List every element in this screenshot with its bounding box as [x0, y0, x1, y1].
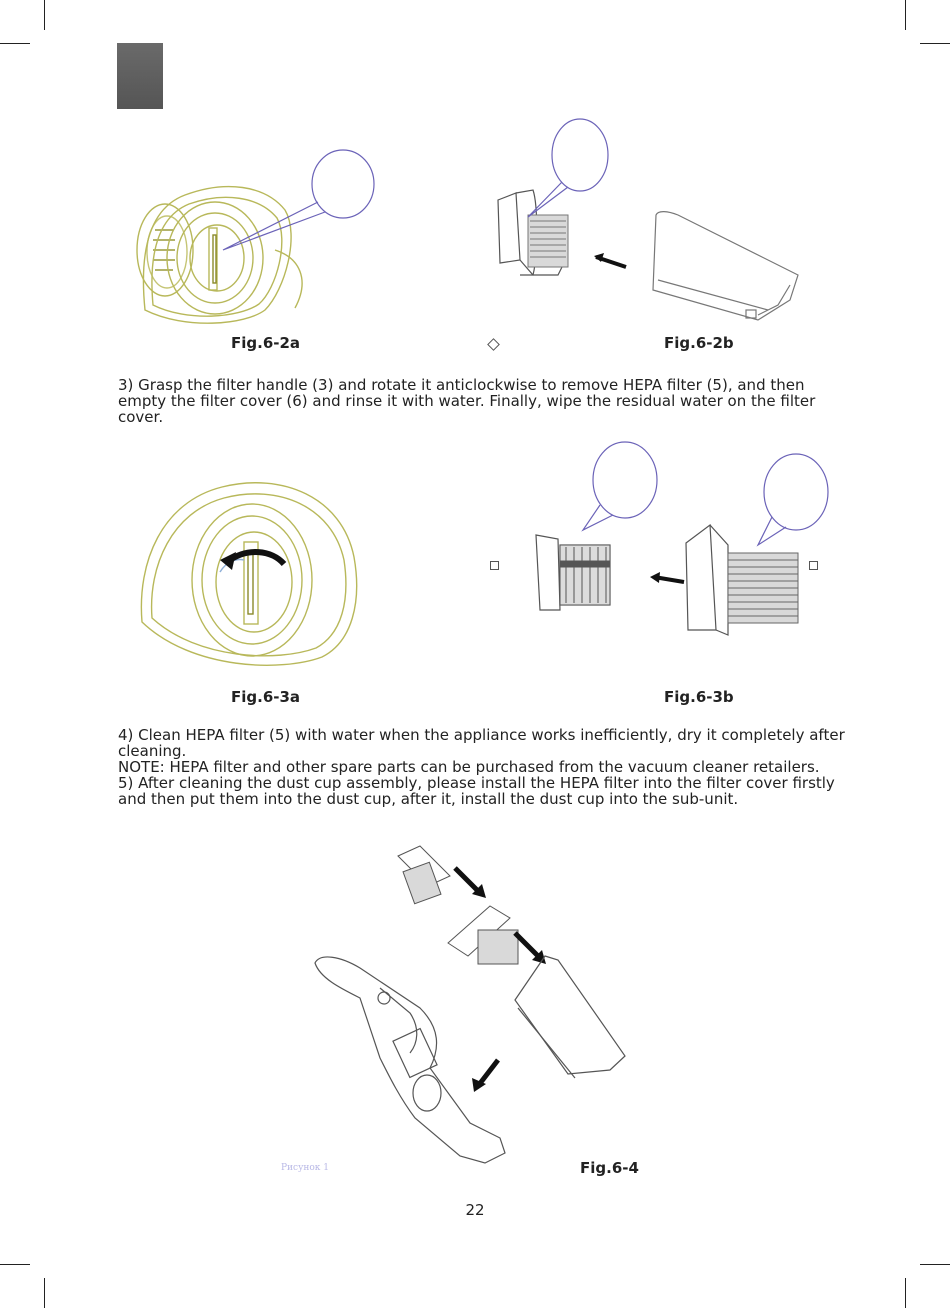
placeholder-box	[487, 338, 500, 351]
faint-label: Рисунок 1	[281, 1163, 330, 1173]
note-text: NOTE: HEPA filter and other spare parts can be purchased from the vacuum cleaner retailers.	[118, 758, 820, 776]
crop-mark	[44, 1278, 45, 1308]
figure-caption: Fig.6-2b	[664, 334, 734, 352]
crop-mark	[0, 1264, 30, 1265]
step-3-text: 3) Grasp the filter handle (3) and rotate it anticlockwise to remove HEPA filter (5), and then empty the filter cover (6) and rinse it with water. Finally, wipe the residual water on the filter cover.	[118, 376, 816, 426]
figure-6-2b-illustration	[478, 115, 838, 335]
step-4-text: 4) Clean HEPA filter (5) with water when the appliance works inefficiently, dry it completely after cleaning.	[118, 726, 845, 760]
crop-mark	[920, 1264, 950, 1265]
figure-caption: Fig.6-4	[580, 1159, 639, 1177]
crop-mark	[920, 43, 950, 44]
step-3-paragraph	[118, 377, 838, 425]
figure-6-3a-illustration	[132, 462, 362, 672]
crop-mark	[905, 1278, 906, 1308]
figure-6-2a-illustration	[125, 140, 385, 340]
placeholder-box	[809, 561, 818, 570]
section-tab	[117, 43, 163, 109]
step-5-text: 5) After cleaning the dust cup assembly, please install the HEPA filter into the filter cover firstly and then put them into the dust cup, after it, install the dust cup into the sub-unit.	[118, 774, 835, 808]
figure-caption: Fig.6-3a	[231, 688, 301, 706]
crop-mark	[44, 0, 45, 30]
figure-caption: Fig.6-2a	[231, 334, 301, 352]
figure-6-4-illustration	[300, 838, 640, 1168]
crop-mark	[0, 43, 30, 44]
crop-mark	[905, 0, 906, 30]
figure-caption: Fig.6-3b	[664, 688, 734, 706]
figure-6-3b-illustration	[488, 435, 833, 655]
page-number: 22	[465, 1201, 485, 1219]
step-4-5-paragraph	[118, 727, 848, 807]
placeholder-box	[490, 561, 499, 570]
